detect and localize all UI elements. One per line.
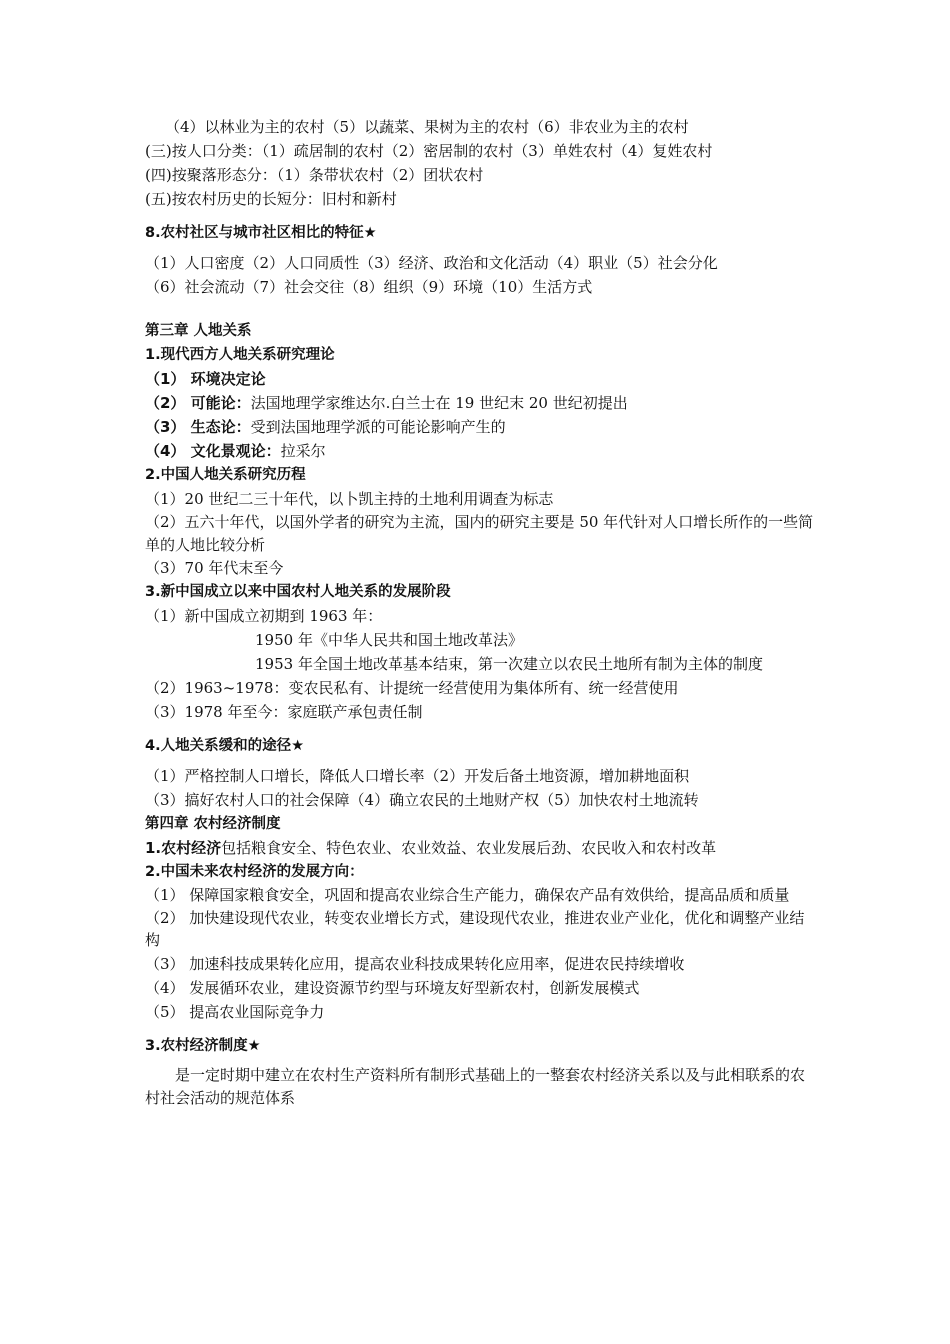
theory-1-label: （1） 环境决定论: [145, 370, 266, 388]
heading-easing-approaches: 4.人地关系缓和的途径★: [145, 738, 305, 754]
history-item-3: （3）70 年代末至今: [145, 559, 284, 577]
stage-1-1950: 1950 年《中华人民共和国土地改革法》: [255, 631, 523, 649]
heading-future-directions: 2.中国未来农村经济的发展方向：: [145, 864, 364, 880]
rural-economy-label: 1.农村经济: [145, 839, 222, 857]
direction-1: （1） 保障国家粮食安全，巩固和提高农业综合生产能力，确保农产品有效供给，提高品质和质量: [145, 886, 790, 904]
heading-rural-vs-urban-features: 8.农村社区与城市社区相比的特征★: [145, 225, 377, 241]
stage-1: （1）新中国成立初期到 1963 年：: [145, 607, 383, 625]
direction-2: （2） 加快建设现代农业，转变农业增长方式，建设现代农业，推进农业产业化，优化和调整产业结构: [145, 908, 805, 949]
document-content: [145, 115, 815, 1110]
theory-3-label: （3） 生态论：: [145, 418, 251, 436]
history-item-2: （2）五六十年代，以国外学者的研究为主流，国内的研究主要是 50 年代针对人口增长所作的一些简单的人地比较分析: [145, 513, 814, 554]
features-line-2: （6）社会流动（7）社会交往（8）组织（9）环境（10）生活方式: [145, 278, 593, 296]
chapter-4-title: 第四章 农村经济制度: [145, 816, 281, 832]
classification-by-population: (三)按人口分类：（1）疏居制的农村（2）密居制的农村（3）单姓农村（4）复姓农村: [145, 142, 713, 160]
stage-1-1953: 1953 年全国土地改革基本结束，第一次建立以农民土地所有制为主体的制度: [255, 655, 763, 673]
theory-3-text: 受到法国地理学派的可能论影响产生的: [250, 418, 506, 436]
theory-ecology: [145, 415, 815, 439]
theory-environmental-determinism: [145, 367, 815, 391]
classification-by-history: (五)按农村历史的长短分：旧村和新村: [145, 190, 397, 208]
stage-2: （2）1963~1978：变农民私有、计提统一经营使用为集体所有、统一经营使用: [145, 679, 679, 697]
theory-possibilism: [145, 391, 815, 415]
heading-rural-economic-system: 3.农村经济制度★: [145, 1037, 261, 1054]
heading-western-theories: 1.现代西方人地关系研究理论: [145, 347, 335, 363]
classification-by-settlement: (四)按聚落形态分：（1）条带状农村（2）团状农村: [145, 166, 484, 184]
rural-economy-definition: [145, 836, 815, 860]
theory-4-label: （4） 文化景观论：: [145, 442, 281, 460]
heading-development-stages: 3.新中国成立以来中国农村人地关系的发展阶段: [145, 584, 451, 600]
features-line-1: （1）人口密度（2）人口同质性（3）经济、政治和文化活动（4）职业（5）社会分化: [145, 254, 718, 272]
theory-2-label: （2） 可能论：: [145, 394, 251, 412]
approaches-line-2: （3）搞好农村人口的社会保障（4）确立农民的土地财产权（5）加快农村土地流转: [145, 791, 699, 809]
chapter-3-title: 第三章 人地关系: [145, 323, 252, 339]
approaches-line-1: （1）严格控制人口增长，降低人口增长率（2）开发后备土地资源，增加耕地面积: [145, 767, 690, 785]
village-type-list-forestry: （4）以林业为主的农村（5）以蔬菜、果树为主的农村（6）非农业为主的农村: [165, 118, 689, 136]
heading-china-research-history: 2.中国人地关系研究历程: [145, 467, 306, 483]
stage-3: （3）1978 年至今：家庭联产承包责任制: [145, 703, 423, 721]
theory-cultural-landscape: [145, 439, 815, 463]
history-item-1: （1）20 世纪二三十年代，以卜凯主持的土地利用调查为标志: [145, 490, 554, 508]
theory-4-text: 拉采尔: [280, 442, 326, 460]
direction-4: （4） 发展循环农业，建设资源节约型与环境友好型新农村，创新发展模式: [145, 978, 640, 997]
rural-economic-system-definition: 是一定时期中建立在农村生产资料所有制形式基础上的一整套农村经济关系以及与此相联系的农村社会活动的规范体系: [145, 1065, 806, 1107]
direction-5: （5） 提高农业国际竞争力: [145, 1002, 325, 1021]
theory-2-text: 法国地理学家维达尔.白兰士在 19 世纪末 20 世纪初提出: [250, 394, 628, 412]
rural-economy-text: 包括粮食安全、特色农业、农业效益、农业发展后劲、农民收入和农村改革: [221, 839, 717, 857]
direction-3: （3） 加速科技成果转化应用，提高农业科技成果转化应用率，促进农民持续增收: [145, 954, 685, 973]
